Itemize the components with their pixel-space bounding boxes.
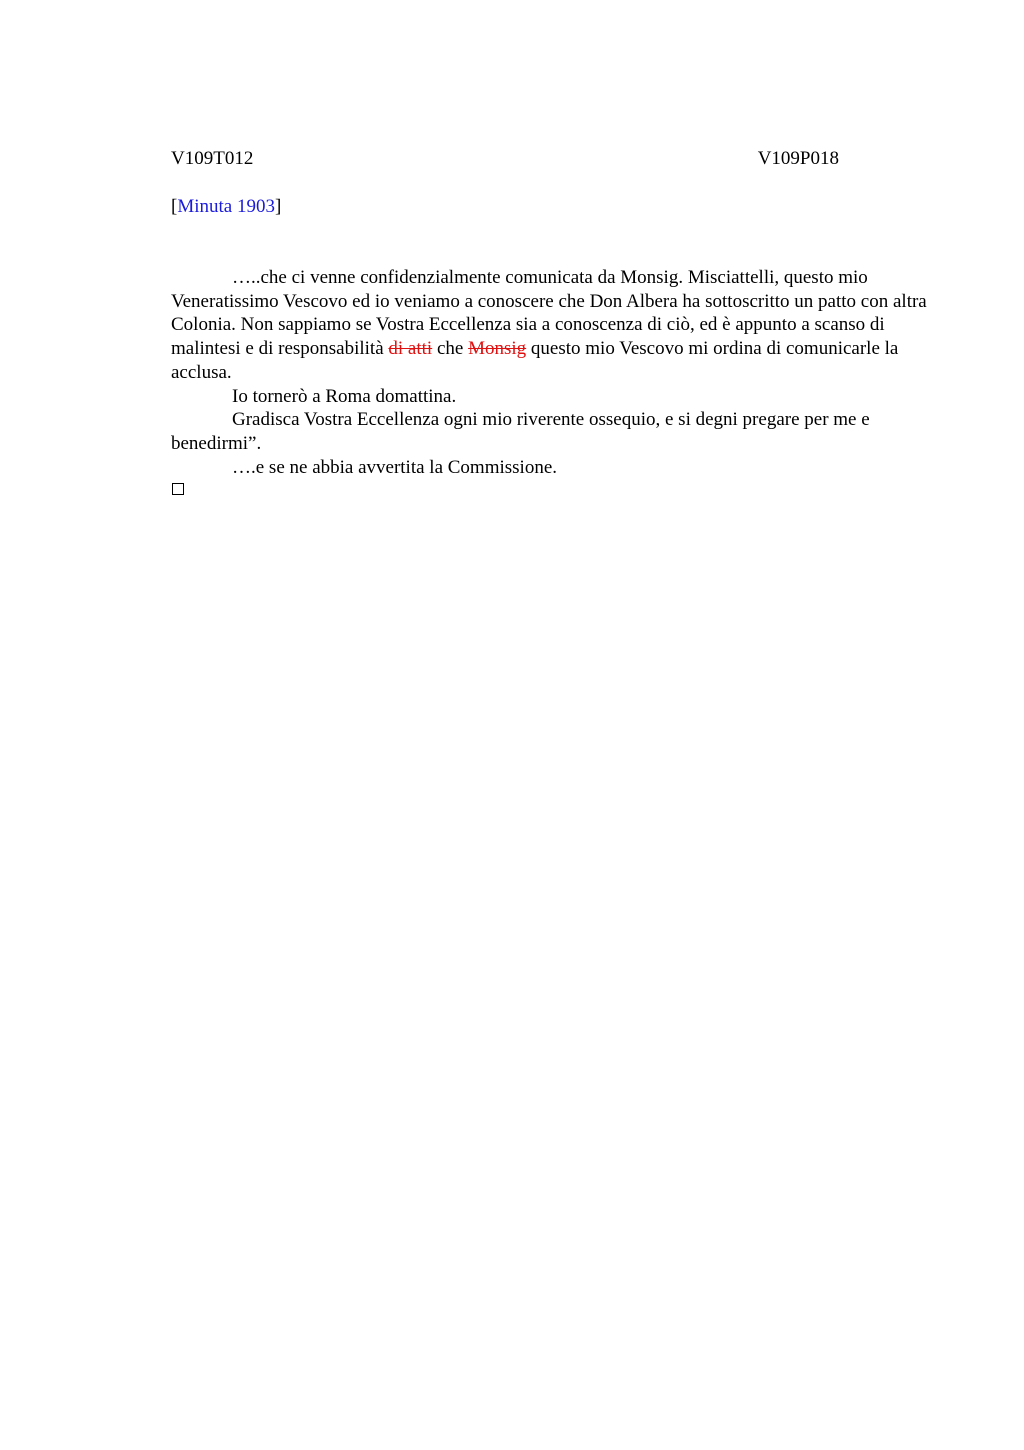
minuta-note xyxy=(171,195,281,219)
end-marker-box xyxy=(172,483,184,495)
paragraph-2: Io tornerò a Roma domattina. xyxy=(232,385,457,407)
minuta-close-bracket: ] xyxy=(274,196,282,217)
minuta-open-bracket: [ xyxy=(171,196,178,217)
document-code-right: V109P018 xyxy=(757,148,839,169)
paragraph-1 xyxy=(171,266,931,385)
deleted-text-monsig: Monsig xyxy=(468,338,527,360)
minuta-link[interactable]: Minuta 1903 xyxy=(177,196,275,217)
letter-body xyxy=(171,266,931,479)
paragraph-1-text-c: questo mio Vescovo mi ordina di comunicarle la acclusa. xyxy=(171,338,899,383)
document-header xyxy=(171,147,839,171)
paragraph-3: Gradisca Vostra Eccellenza ogni mio riverente ossequio, e si degni pregare per me e benedirmi”. xyxy=(171,409,870,454)
document-code-left: V109T012 xyxy=(171,148,254,169)
paragraph-1-text-b: che xyxy=(432,338,469,360)
paragraph-1-text-a: …..che ci venne confidenzialmente comunicata da Monsig. Misciattelli, questo mio Veneratissimo Vescovo ed io veniamo a conoscere che Don Albera ha sottoscritto un patto con altra Colonia. Non sappiamo se Vostra Eccellenza sia a conoscenza di ciò, ed è appunto a scanso di malintesi e di responsabilità xyxy=(171,267,927,360)
paragraph-4: ….e se ne abbia avvertita la Commissione. xyxy=(232,456,558,478)
deleted-text-di-atti: di atti xyxy=(388,338,433,360)
